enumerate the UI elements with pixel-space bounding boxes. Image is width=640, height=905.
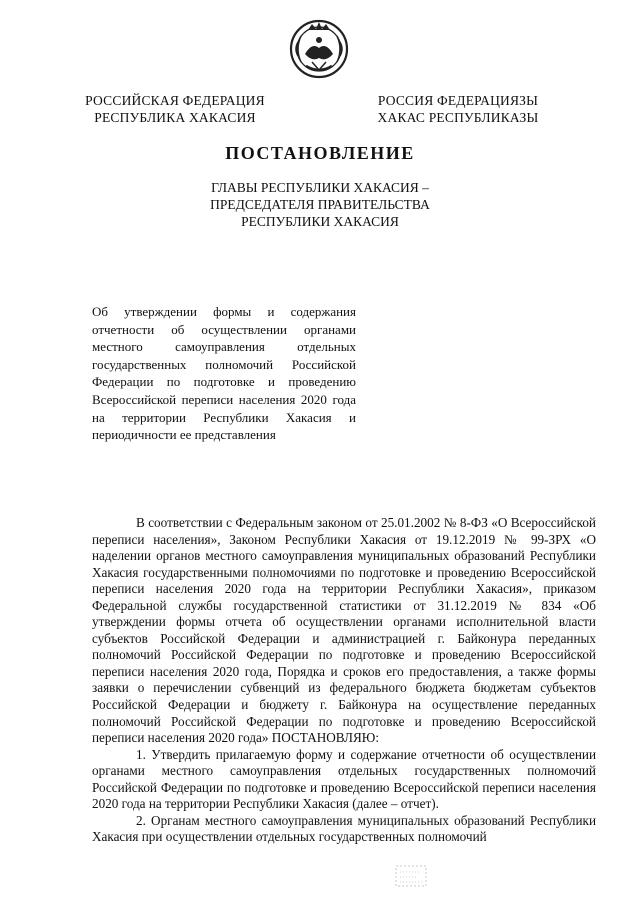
header-right-line2: ХАКАС РЕСПУБЛИКАЗЫ [377,110,539,125]
preamble-paragraph: В соответствии с Федеральным законом от 25.01.2002 № 8-ФЗ «О Всероссийской переписи населения», Законом Республики Хакасия от 19.12.2019 № 99-ЗРХ «О наделении органов местного самоуправления муниципальных образований Республики Хакасия государственными полномочиями по подготовке и проведению Всероссийской переписи населения 2020 года на территории Республики Хакасия», приказом Федеральной службы государственной статистики от 31.12.2019 № 834 «Об утверждении формы отчета об осуществлении органами исполнительной власти субъектов Российской Федерации и администрацией г. Байконура переданных полномочий Российской Федерации по подготовке и проведению Всероссийской переписи населения 2020 года, Порядка и сроков его предоставления, а также формы заявки о перечислении субвенций из федерального бюджета бюджетам субъектов Российской Федерации и бюджету г. Байконура на осуществление переданных полномочий Российской Федерации по подготовке и проведению Всероссийской переписи населения 2020 года» ПОСТАНОВЛЯЮ: [92,515,596,746]
document-type: ПОСТАНОВЛЕНИЕ [225,143,415,163]
stamp-mark [392,860,440,890]
issuer-line3: РЕСПУБЛИКИ ХАКАСИЯ [241,214,399,229]
document-subject: Об утверждении формы и содержания отчетности об осуществлении органами местного самоуправления отдельных государственных полномочий Российской Федерации по подготовке и проведению Всероссийской переписи населения 2020 года на территории Республики Хакасия и периодичности ее представления [92,304,356,443]
header-left [80,92,270,126]
issuer-line2: ПРЕДСЕДАТЕЛЯ ПРАВИТЕЛЬСТВА [210,197,430,212]
issuer-line1: ГЛАВЫ РЕСПУБЛИКИ ХАКАСИЯ – [211,180,429,195]
coat-of-arms-icon [288,18,350,80]
header-right-line1: РОССИЯ ФЕДЕРАЦИЯЗЫ [377,93,539,108]
item-2-paragraph: 2. Органам местного самоуправления муниципальных образований Республики Хакасия при осуществлении отдельных государственных полномочий [92,812,596,845]
item-1-paragraph: 1. Утвердить прилагаемую форму и содержание отчетности об осуществлении органами местного самоуправления отдельных государственных полномочий Российской Федерации по подготовке и проведению Всероссийской переписи населения 2020 года на территории Республики Хакасия (далее – отчет). [92,746,596,812]
issuer [180,179,460,230]
header-left-line2: РЕСПУБЛИКА ХАКАСИЯ [94,110,256,125]
header-left-line1: РОССИЙСКАЯ ФЕДЕРАЦИЯ [85,93,265,108]
header-right [370,92,546,126]
document-body [92,515,596,846]
